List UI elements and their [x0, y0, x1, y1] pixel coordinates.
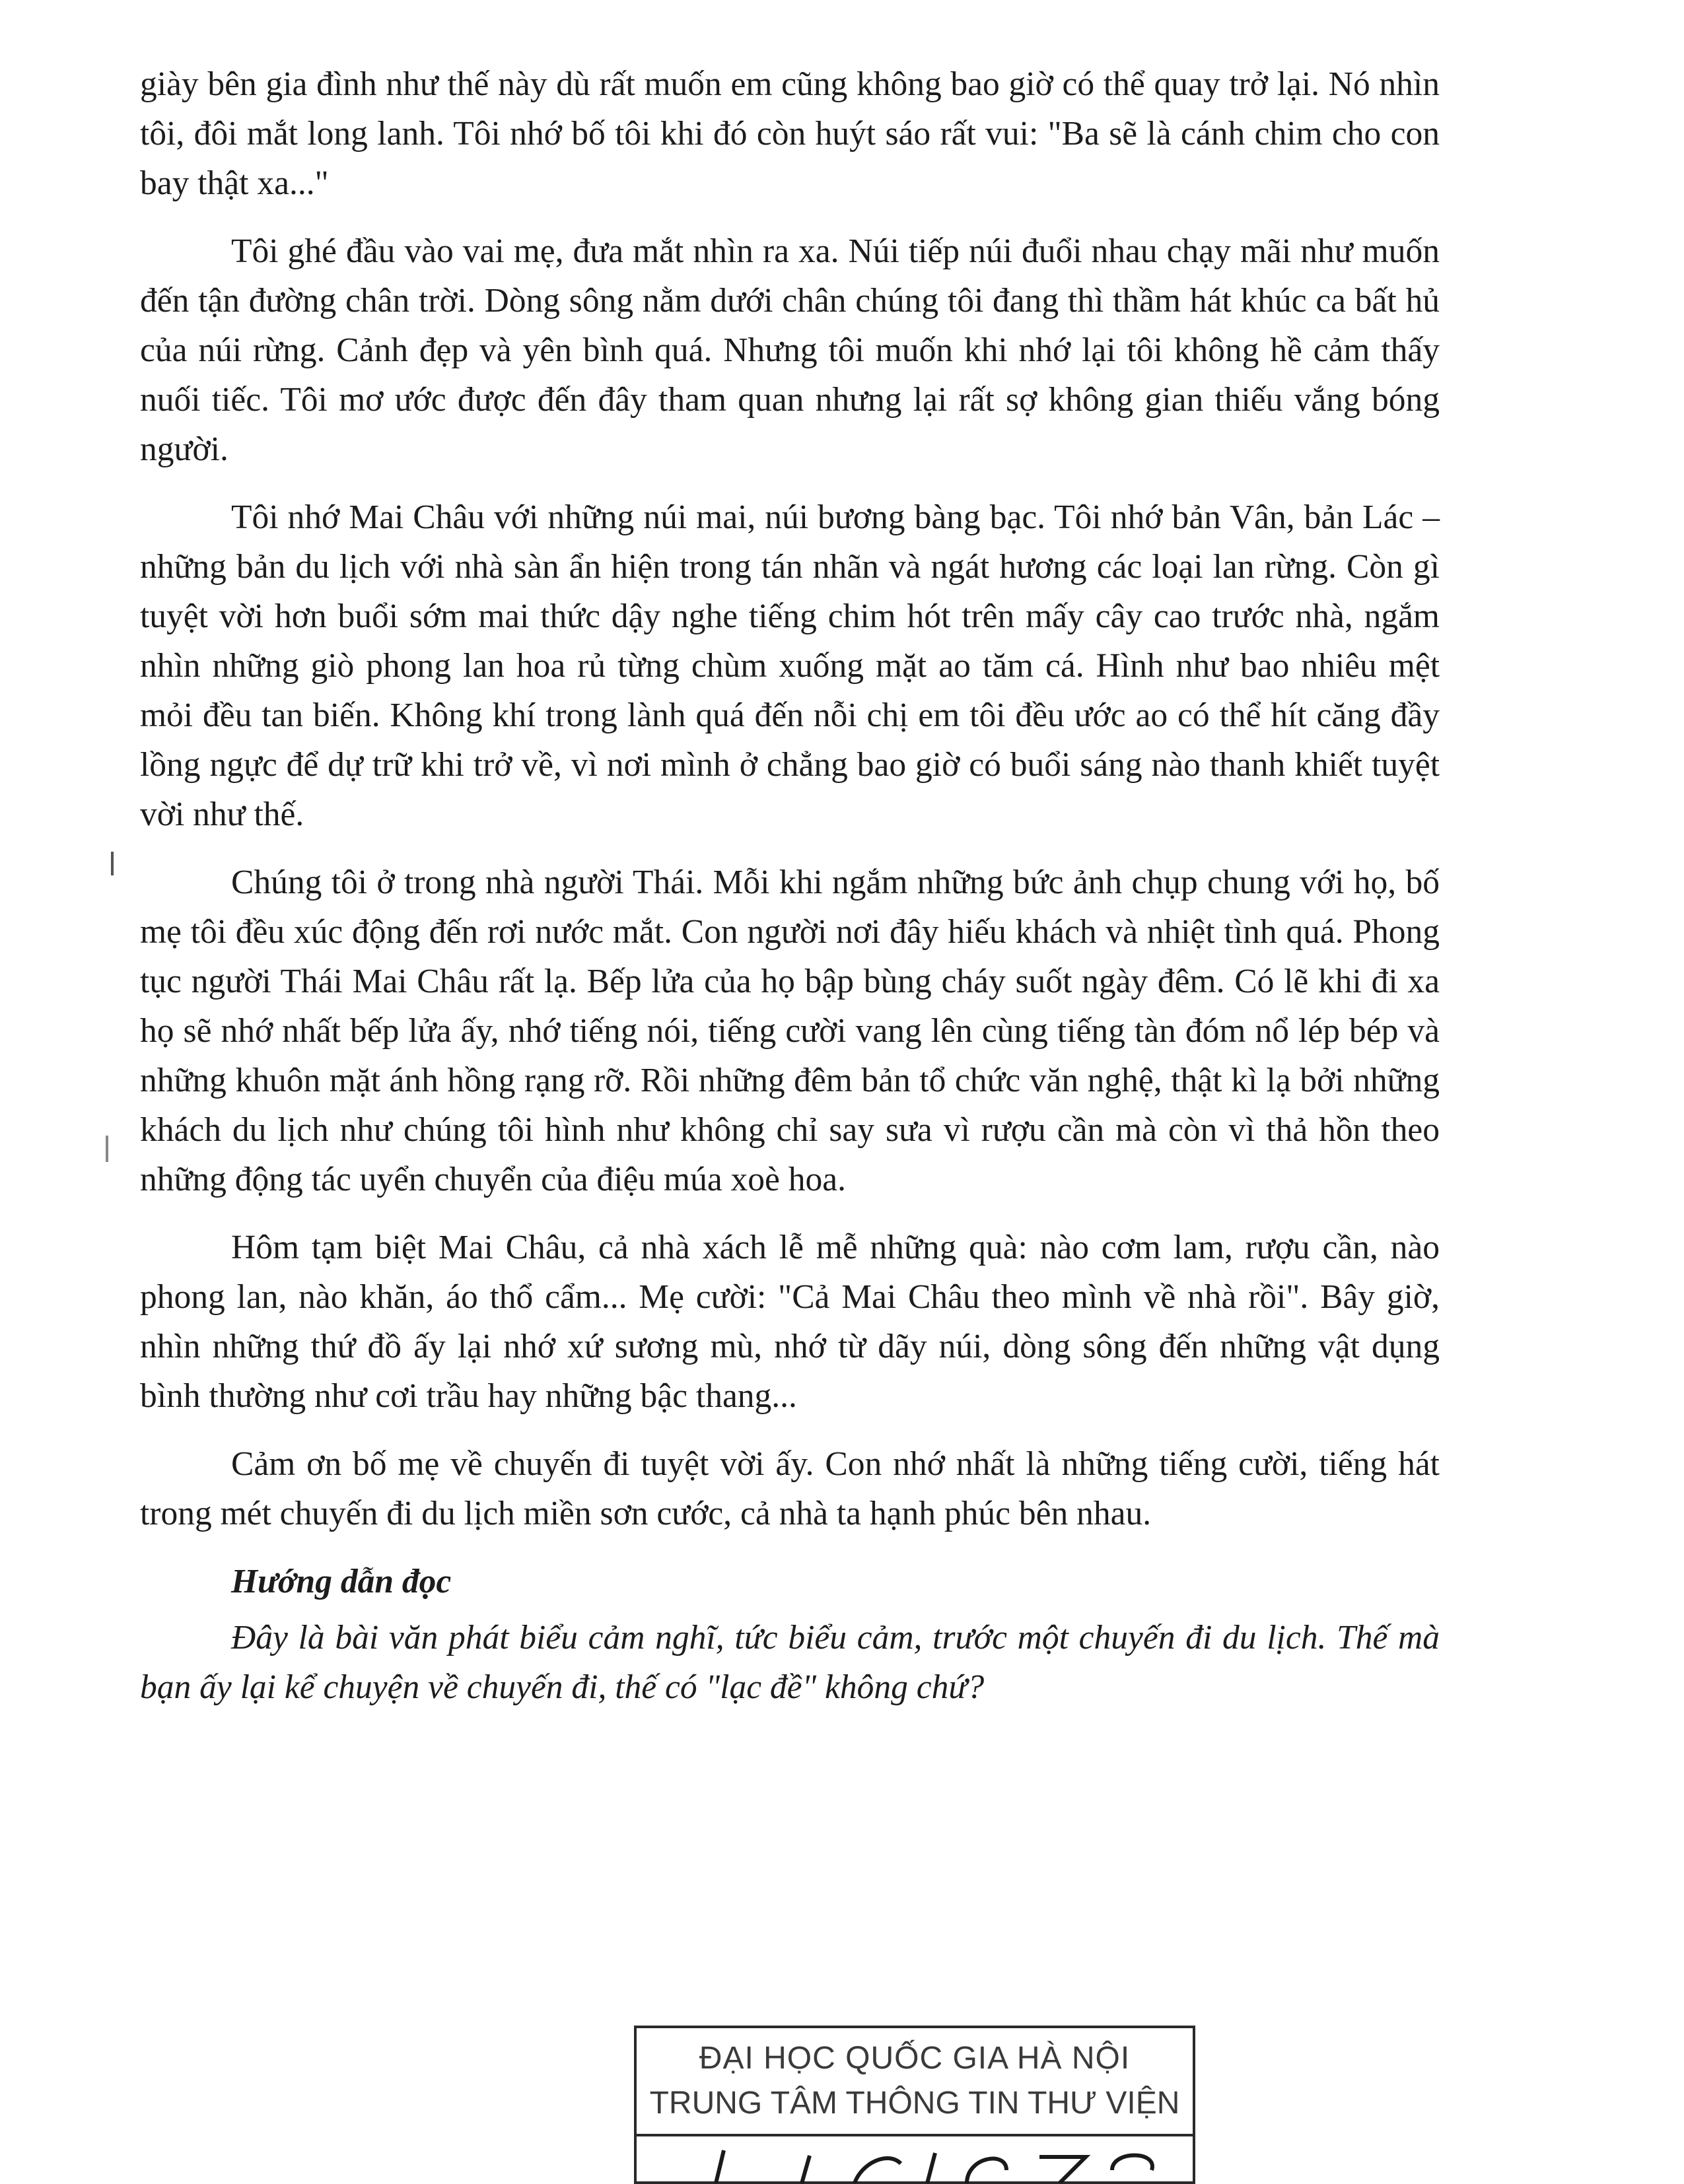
stamp-university-name: ĐẠI HỌC QUỐC GIA HÀ NỘI	[699, 2041, 1131, 2076]
stamp-handwritten-number	[637, 2144, 1193, 2183]
scan-edge-mark	[106, 1136, 108, 1162]
reading-guide-heading: Hướng dẫn đọc	[231, 1563, 452, 1600]
stamp-library-name: TRUNG TÂM THÔNG TIN THƯ VIỆN	[649, 2086, 1180, 2121]
page-body	[140, 59, 1440, 1712]
scan-edge-mark	[111, 852, 114, 875]
reading-guide-text: Đây là bài văn phát biểu cảm nghĩ, tức biểu cảm, trước một chuyến đi du lịch. Thế mà bạn ấy lại kể chuyện về chuyến đi, thế có "lạc đề" không chứ?	[140, 1619, 1440, 1706]
handwritten-number-icon	[637, 2144, 1193, 2183]
paragraph-thai-house: Chúng tôi ở trong nhà người Thái. Mỗi khi ngắm những bức ảnh chụp chung với họ, bố mẹ tôi đều xúc động đến rơi nước mắt. Con người nơi đây hiếu khách và nhiệt tình quá. Phong tục người Thái Mai Châu rất lạ. Bếp lửa của họ bập bùng cháy suốt ngày đêm. Có lẽ khi đi xa họ sẽ nhớ nhất bếp lửa ấy, nhớ tiếng nói, tiếng cười vang lên cùng tiếng tàn đóm nổ lép bép và những khuôn mặt ánh hồng rạng rỡ. Rồi những đêm bản tổ chức văn nghệ, thật kì lạ bởi những khách du lịch như chúng tôi hình như không chỉ say sưa vì rượu cần mà còn vì thả hồn theo những động tác uyển chuyển của điệu múa xoè hoa.	[140, 864, 1440, 1198]
paragraph-farewell: Hôm tạm biệt Mai Châu, cả nhà xách lễ mễ những quà: nào cơm lam, rượu cần, nào phong lan, nào khăn, áo thổ cẩm... Mẹ cười: "Cả Mai Châu theo mình về nhà rồi". Bây giờ, nhìn những thứ đồ ấy lại nhớ xứ sương mù, nhớ từ dãy núi, dòng sông đến những vật dụng bình thường như cơi trầu hay những bậc thang...	[140, 1229, 1440, 1415]
library-stamp	[634, 2026, 1195, 2184]
paragraph-thanks: Cảm ơn bố mẹ về chuyến đi tuyệt vời ấy. Con nhớ nhất là những tiếng cười, tiếng hát trong mét chuyến đi du lịch miền sơn cước, cả nhà ta hạnh phúc bên nhau.	[140, 1445, 1440, 1532]
stamp-divider	[637, 2134, 1193, 2136]
paragraph-continuation: giày bên gia đình như thế này dù rất muốn em cũng không bao giờ có thể quay trở lại. Nó nhìn tôi, đôi mắt long lanh. Tôi nhớ bố tôi khi đó còn huýt sáo rất vui: "Ba sẽ là cánh chim cho con bay thật xa..."	[140, 65, 1440, 202]
paragraph-mountain-view: Tôi ghé đầu vào vai mẹ, đưa mắt nhìn ra xa. Núi tiếp núi đuổi nhau chạy mãi như muốn đến tận đường chân trời. Dòng sông nằm dưới chân chúng tôi đang thì thầm hát khúc ca bất hủ của núi rừng. Cảnh đẹp và yên bình quá. Nhưng tôi muốn khi nhớ lại tôi không hề cảm thấy nuối tiếc. Tôi mơ ước được đến đây tham quan nhưng lại rất sợ không gian thiếu vắng bóng người.	[140, 232, 1440, 468]
paragraph-mai-chau-memory: Tôi nhớ Mai Châu với những núi mai, núi bương bàng bạc. Tôi nhớ bản Vân, bản Lác – những bản du lịch với nhà sàn ẩn hiện trong tán nhãn và ngát hương các loại lan rừng. Còn gì tuyệt vời hơn buổi sớm mai thức dậy nghe tiếng chim hót trên mấy cây cao trước nhà, ngắm nhìn những giò phong lan hoa rủ từng chùm xuống mặt ao tăm cá. Hình như bao nhiêu mệt mỏi đều tan biến. Không khí trong lành quá đến nỗi chị em tôi đều ước ao có thể hít căng đầy lồng ngực để dự trữ khi trở về, vì nơi mình ở chẳng bao giờ có buổi sáng nào thanh khiết tuyệt vời như thế.	[140, 498, 1440, 833]
